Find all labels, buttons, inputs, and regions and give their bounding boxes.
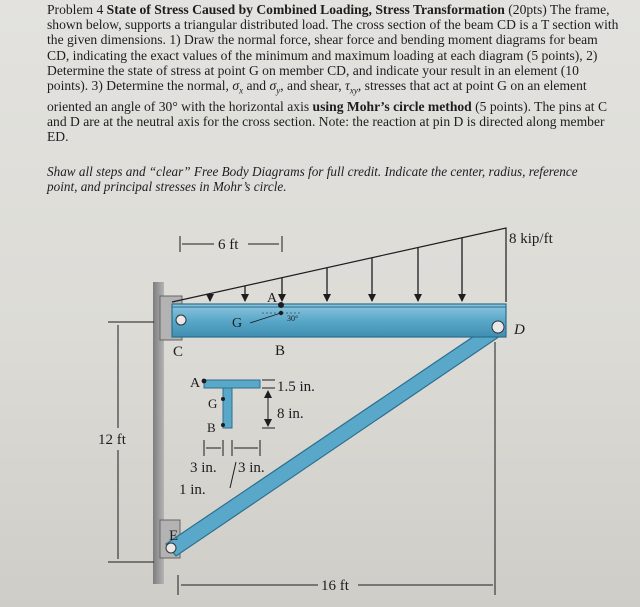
pin-d (492, 321, 504, 333)
problem-title: State of Stress Caused by Combined Loading, Stress Transformation (106, 2, 505, 17)
problem-body-2: , and shear, (280, 78, 345, 94)
problem-number: Problem 4 (47, 2, 104, 17)
pin-e (166, 543, 176, 553)
problem-body-1: The frame, shown below, supports a triangular distributed load. The cross section of the beam CD is a T section with the given dimensions. 1) Draw the normal force, shear force and bending moment diagrams for beam CD, indicating the exact values of the minimum and maximum loading at each diagram (5 points), 2) Determine the state of stress at point G on member CD, and indicate your result in an element (10 points). 3) Determine the normal, (47, 2, 619, 94)
mohr-method: using Mohr’s circle method (312, 98, 472, 114)
dim-12ft-label: 12 ft (98, 432, 126, 448)
point-a-mark (278, 302, 284, 308)
instructions-note: Shaw all steps and “clear” Free Body Diagrams for full credit. Indicate the center, radius, reference point, and principal stresses in Mohr’s circle. (47, 164, 578, 194)
section-web-label: 8 in. (277, 406, 304, 422)
point-d-label: D (514, 322, 525, 338)
problem-points: (20pts) (508, 2, 547, 17)
frame-figure (0, 210, 640, 607)
tau-symbol: τ (345, 78, 350, 94)
section-label-g: G (208, 396, 218, 411)
problem-body-3: , stresses that act at point G on an element oriented an angle of 30° with the horizontal axis (47, 78, 587, 114)
sigma-x-sub: x (239, 85, 244, 96)
problem-statement (47, 2, 623, 145)
angle-label: 30° (287, 314, 299, 323)
and-word: and (243, 78, 270, 94)
section-point-b (221, 423, 225, 427)
dim-6ft-label: 6 ft (218, 237, 239, 253)
section-flange-label: 1.5 in. (277, 379, 315, 395)
sigma-y-symbol: σ (269, 78, 277, 94)
point-g-label: G (232, 316, 243, 331)
sigma-y-sub: y (276, 85, 281, 96)
beam-cd (172, 304, 506, 337)
section-point-a (202, 379, 207, 384)
load-label: 8 kip/ft (509, 231, 553, 247)
sigma-x-symbol: σ (232, 78, 240, 94)
point-a-label: A (267, 291, 278, 306)
point-c-label: C (173, 344, 184, 360)
section-w2-label: 3 in. (238, 460, 265, 476)
tau-sub: xy (349, 85, 358, 96)
section-label-b: B (207, 420, 216, 435)
section-label-a: A (190, 376, 201, 391)
section-w3-label: 1 in. (179, 482, 206, 498)
point-e-label: E (169, 528, 179, 544)
load-arrows (210, 238, 462, 301)
section-w1-label: 3 in. (190, 460, 217, 476)
member-ed (166, 320, 506, 556)
pin-c (176, 315, 186, 325)
dim-16ft-label: 16 ft (321, 578, 349, 594)
section-point-g (221, 397, 225, 401)
problem-body-4: (5 points). The pins at C and D are at the neutral axis for the cross section. Note: the reaction at pin D is directed along member ED. (47, 98, 608, 145)
point-b-label: B (275, 343, 286, 359)
